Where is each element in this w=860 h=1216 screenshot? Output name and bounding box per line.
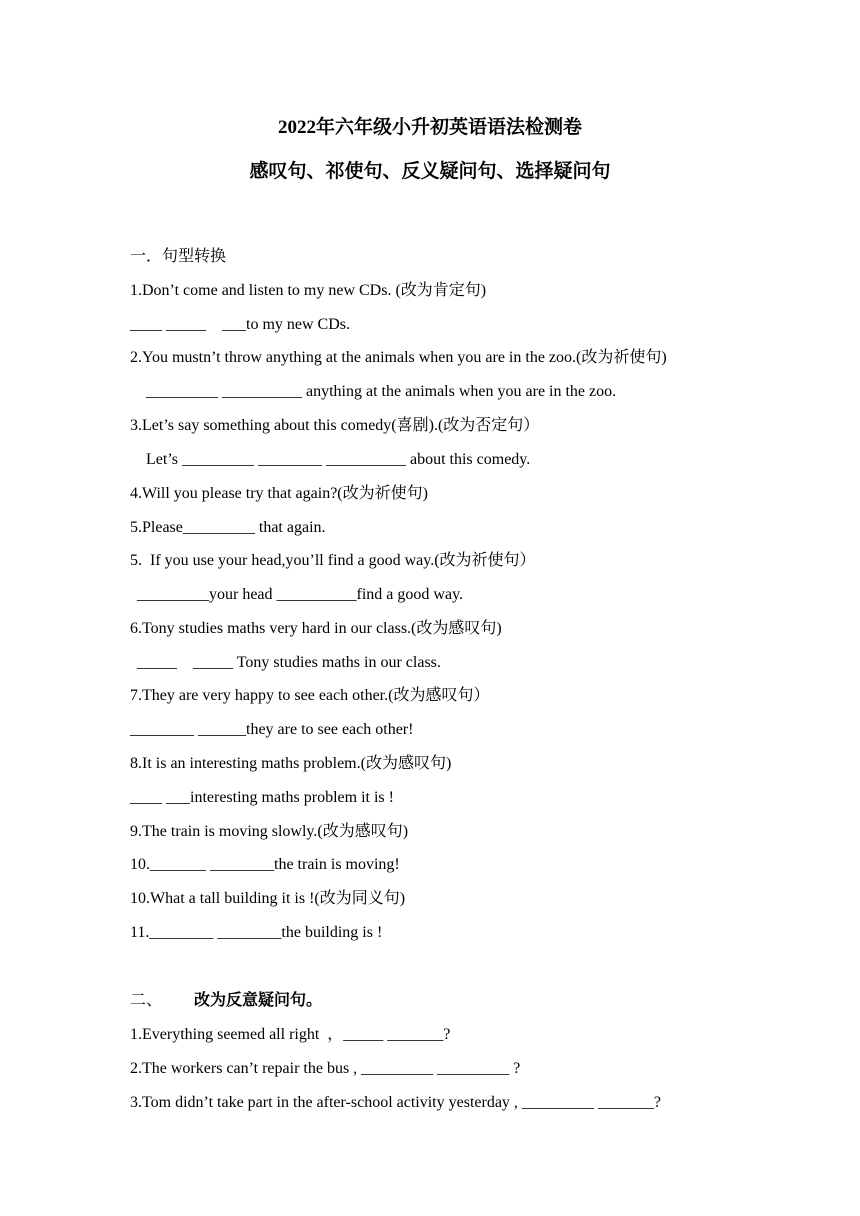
exercise-line: 5. If you use your head,you’ll find a good way.(改为祈使句） [130, 552, 536, 569]
exercise-line: 10.What a tall building it is !(改为同义句) [130, 890, 406, 907]
section-1-heading: 一．句型转换 [130, 248, 227, 265]
page-title: 2022年六年级小升初英语语法检测卷 [277, 117, 582, 138]
exercise-line: 9.The train is moving slowly.(改为感叹句) [130, 823, 409, 840]
exercise-line: 4.Will you please try that again?(改为祈使句) [130, 485, 428, 502]
exercise-line: 6.Tony studies maths very hard in our class.(改为感叹句) [130, 620, 502, 637]
section-2-number: 二、 [130, 992, 163, 1009]
exercise-line: 1.Everything seemed all right ，_____ _______? [130, 1026, 451, 1043]
answer-line: 11.________ ________the building is ! [130, 924, 383, 941]
answer-line: _________ __________ anything at the animals when you are in the zoo. [146, 383, 617, 400]
exercise-line: 2.You mustn’t throw anything at the animals when you are in the zoo.(改为祈使句) [130, 349, 667, 366]
exercise-line: 2.The workers can’t repair the bus , _________ _________ ? [130, 1060, 521, 1077]
answer-line: ____ _____ ___to my new CDs. [130, 316, 350, 333]
exercise-line: 8.It is an interesting maths problem.(改为感叹句) [130, 755, 452, 772]
exercise-line: 1.Don’t come and listen to my new CDs. (改为肯定句) [130, 282, 487, 299]
page-subtitle: 感叹句、祁使句、反义疑问句、选择疑问句 [249, 161, 611, 182]
exercise-line: 3.Let’s say something about this comedy(喜剧).(改为否定句） [130, 417, 540, 434]
answer-line: _________your head __________find a good way. [137, 586, 464, 603]
answer-line: _____ _____ Tony studies maths in our class. [137, 654, 441, 671]
answer-line: ____ ___interesting maths problem it is ! [130, 789, 394, 806]
section-2-title: 改为反意疑问句。 [194, 992, 323, 1009]
exercise-line: 7.They are very happy to see each other.(改为感叹句） [130, 687, 490, 704]
answer-line: Let’s _________ ________ __________ about this comedy. [146, 451, 531, 468]
exercise-line: 3.Tom didn’t take part in the after-school activity yesterday , _________ _______? [130, 1094, 662, 1111]
answer-line: 10._______ ________the train is moving! [130, 856, 400, 873]
answer-line: ________ ______they are to see each other! [130, 721, 414, 738]
answer-line: 5.Please_________ that again. [130, 519, 326, 536]
section-2-heading [130, 991, 322, 1011]
